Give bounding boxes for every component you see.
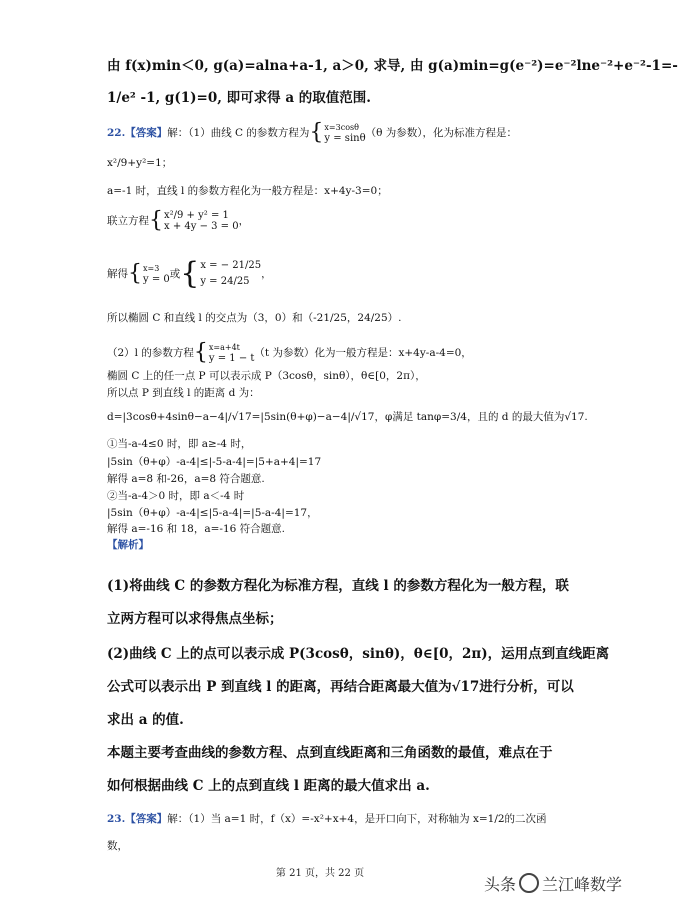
text-span: 或 <box>169 268 181 280</box>
text-line: 所以椭圆 C 和直线 l 的交点为（3，0）和（-21/25，24/25）. <box>107 312 402 324</box>
text-line: ②当-a-4＞0 时，即 a＜-4 时 <box>107 490 245 502</box>
equation: y = sinθ <box>324 133 366 144</box>
brace-icon: { <box>180 256 200 291</box>
text-line: 本题主要考查曲线的参数方程、点到直线距离和三角函数的最值，难点在于 <box>107 745 553 761</box>
text-line: ①当-a-4≤0 时，即 a≥-4 时， <box>107 438 252 450</box>
text-line: 立两方程可以求得焦点坐标； <box>107 611 283 627</box>
text-span: 联立方程 <box>107 215 149 227</box>
equation-system <box>143 263 170 285</box>
text-line: d=|3cosθ+4sinθ−a−4|/√17=|5sin(θ+φ)−a−4|/√17，φ满足 tanφ=3/4，且的 d 的最大值为√17. <box>107 411 588 423</box>
equation: x = − 21/25 <box>200 260 262 271</box>
text-span: （2）l 的参数方程 <box>107 347 194 359</box>
text-line <box>107 210 580 240</box>
text-span: 解：（1）当 a=1 时，f（x）=-x²+x+4，是开口向下，对称轴为 x=1/2的二次函 <box>167 813 547 825</box>
page-footer: 第 21 页，共 22 页 <box>275 868 365 879</box>
text-line: 解得 a=-16 和 18，a=-16 符合题意. <box>107 523 285 535</box>
text-span: 解：（1）曲线 C 的参数方程为 <box>167 127 310 139</box>
brace-icon: { <box>193 340 208 365</box>
text-span: （θ 为参数），化为标准方程是： <box>365 127 518 139</box>
equation: y = 1 − t <box>208 353 255 364</box>
analysis-tag: 【解析】 <box>107 539 149 551</box>
equation: x=3 <box>143 264 160 273</box>
answer-tag: 【答案】 <box>125 127 168 139</box>
toutiao-logo-icon <box>519 873 539 893</box>
watermark <box>484 872 622 895</box>
question-23-line <box>107 812 580 826</box>
equation-system <box>324 122 365 144</box>
text-line: 求出 a 的值. <box>107 712 184 728</box>
text-line: 数， <box>107 840 128 852</box>
equation-system <box>164 210 239 232</box>
text-line: 如何根据曲线 C 上的点到直线 l 距离的最大值求出 a. <box>107 778 430 794</box>
text-span: ， <box>261 268 272 280</box>
text-line <box>107 258 580 300</box>
text-span: ， <box>238 215 250 227</box>
text-line: (2)曲线 C 上的点可以表示成 P(3cosθ，sinθ)，θ∈[0，2π)，运用点到直线距离 <box>107 646 610 662</box>
text-line: 由 f(x)min＜0, g(a)=alna+a-1, a＞0, 求导, 由 g(a)min=g(e⁻²)=e⁻²lne⁻²+e⁻²-1=- <box>107 58 678 74</box>
text-line: a=-1 时，直线 l 的参数方程化为一般方程是：x+4y-3=0； <box>107 185 388 197</box>
text-line: 公式可以表示出 P 到直线 l 的距离，再结合距离最大值为√17进行分析，可以 <box>107 679 574 695</box>
text-span: （t 为参数）化为一般方程是：x+4y-a-4=0， <box>254 347 472 359</box>
equation: y = 0 <box>143 274 170 285</box>
question-number: 22. <box>107 127 126 139</box>
text-line: 解得 a=8 和-26，a=8 符合题意. <box>107 473 265 485</box>
text-line: |5sin（θ+φ）-a-4|≤|5-a-4|=|5-a-4|=17， <box>107 507 318 519</box>
question-22-line <box>107 122 580 144</box>
equation: y = 24/25 <box>200 276 250 287</box>
equation: x=a+4t <box>208 343 240 352</box>
text-span: 解得 <box>107 268 128 280</box>
equation: x²/9 + y² = 1 <box>164 210 229 221</box>
brace-icon: { <box>149 208 163 233</box>
brace-icon: { <box>128 261 142 286</box>
text-line: 椭圆 C 上的任一点 P 可以表示成 P（3cosθ，sinθ），θ∈[0，2π）， <box>107 370 426 382</box>
question-number: 23. <box>107 813 126 825</box>
text-line <box>107 342 580 364</box>
equation: x + 4y − 3 = 0 <box>164 221 239 232</box>
watermark-brand: 兰江峰数学 <box>542 875 623 894</box>
brace-icon: { <box>309 120 324 145</box>
equation: x=3cosθ <box>324 123 359 132</box>
text-line: x²/9+y²=1； <box>107 157 173 169</box>
text-line: |5sin（θ+φ）-a-4|≤|-5-a-4|=|5+a+4|=17 <box>107 456 322 468</box>
text-line: (1)将曲线 C 的参数方程化为标准方程，直线 l 的参数方程化为一般方程，联 <box>107 578 569 594</box>
text-line: 所以点 P 到直线 l 的距离 d 为： <box>107 387 260 399</box>
watermark-prefix: 头条 <box>484 875 517 894</box>
answer-tag: 【答案】 <box>125 813 168 825</box>
equation-system <box>209 342 255 364</box>
equation-system <box>200 258 261 290</box>
text-line: 1/e² -1, g(1)=0, 即可求得 a 的取值范围. <box>107 90 371 106</box>
